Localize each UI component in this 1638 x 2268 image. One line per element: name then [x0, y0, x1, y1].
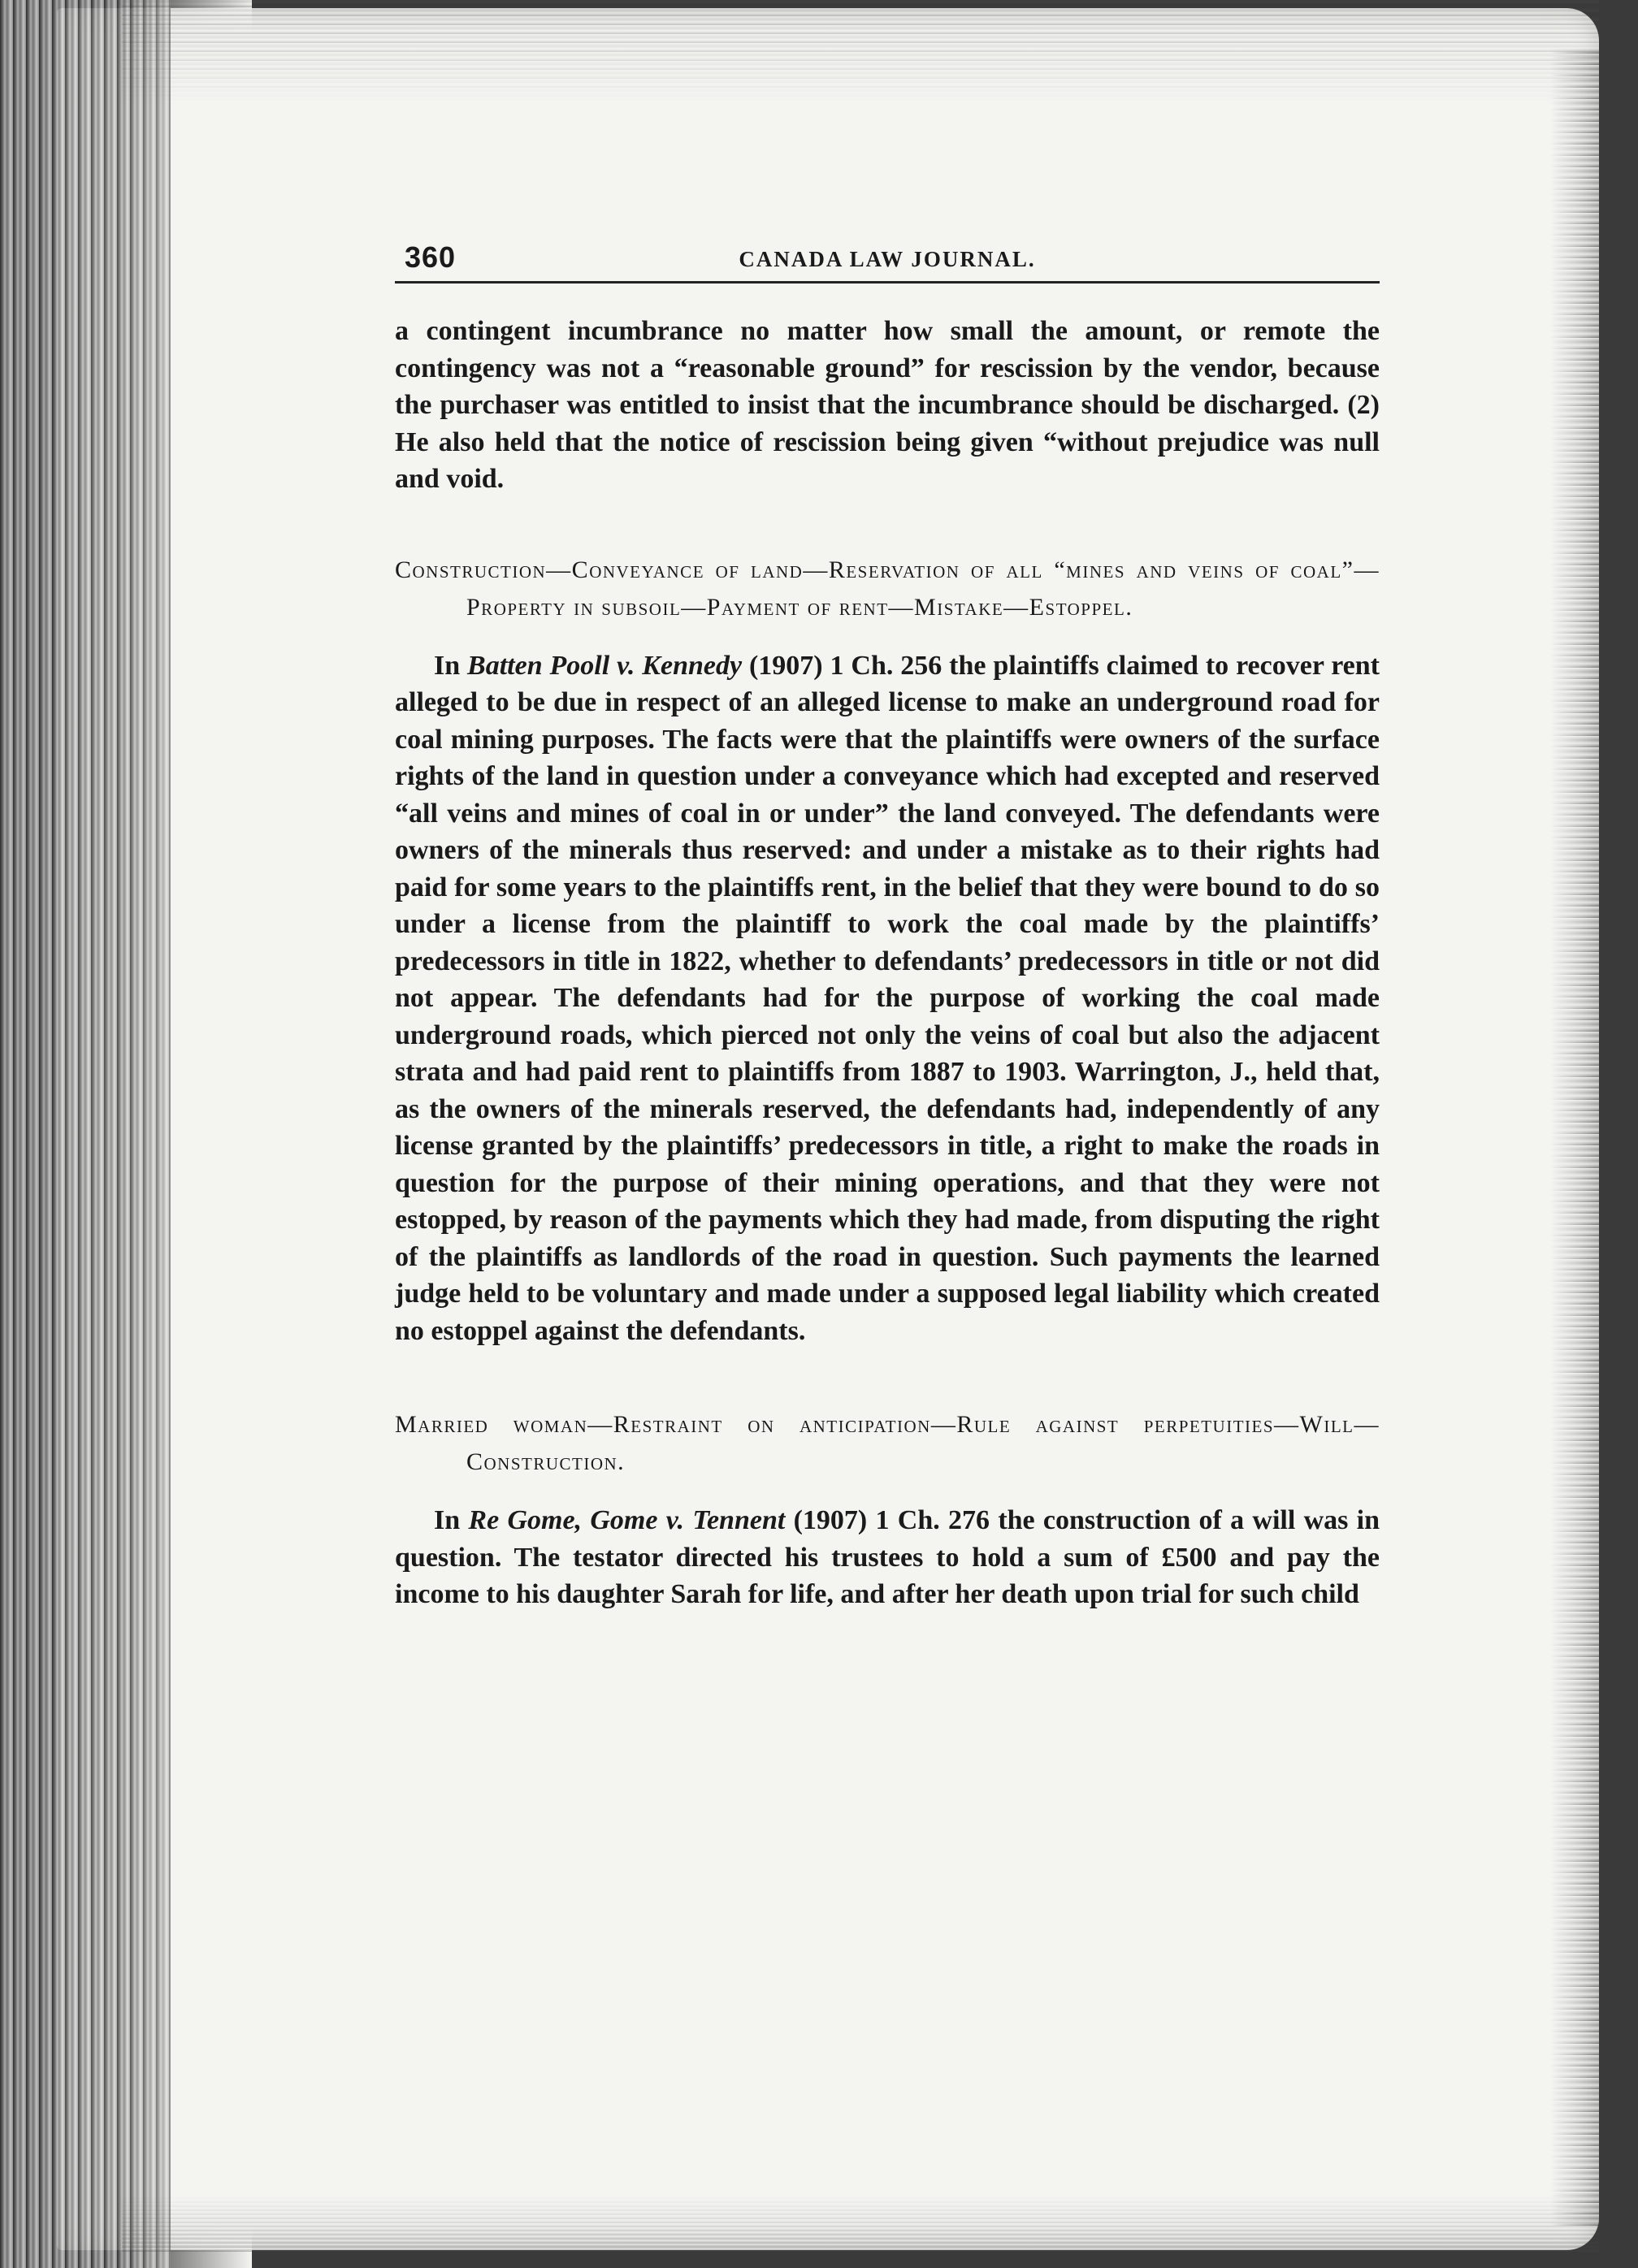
paragraph-continuation: a contingent incumbrance no matter how small the amount, or remote the contingency was not a “reasonable ground” for rescission by the vendor, because the purchaser was entitled to insist that the incumbrance should be discharged. (2) He also held that the notice of rescission being given “without prejudice was null and void.: [395, 316, 1380, 494]
case-name-batten-pooll: Batten Pooll v. Kennedy: [467, 650, 743, 681]
case-name-re-gome: Re Gome, Gome v. Tennent: [468, 1505, 786, 1535]
section-heading-construction: Construction—Conveyance of land—Reservation of all “mines and veins of coal”—Property in subsoil—Payment of rent—Mistake—Estoppel.: [395, 556, 1380, 621]
journal-title: CANADA LAW JOURNAL.: [739, 247, 1036, 271]
gutter-fade: [122, 0, 252, 2268]
paragraph-body: (1907) 1 Ch. 256 the plaintiffs claimed to recover rent alleged to be due in respect of an alleged license to make an underground road for coal mining purposes. The facts were that the plaintiffs were owners of the surface rights of the land in question under a conveyance which had excepted and reserved “all veins and mines of coal in or under” the land conveyed. The defendants were owners of the minerals thus reserved: and under a mistake as to their rights had paid for some years to the plaintiffs rent, in the belief that they were bound to do so under a license from the plaintiff to work the coal made by the plaintiffs’ predecessors in title in 1822, whether to defendants’ predecessors in title or not did not appear. The defendants had for the purpose of working the coal made underground roads, which pierced not only the veins of coal but also the adjacent strata and had paid rent to plaintiffs from 1887 to 1903. Warrington, J., held that, as the owners of the minerals reserved, the defendants had, independently of any license granted by the plaintiffs’ predecessors in title, a right to make the roads in question for the purpose of their mining operations, and that they were not estopped, by reason of the payments which they had made, from disputing the right of the plaintiffs as landlords of the road in question. Such payments the learned judge held to be voluntary and made under a supposed legal liability which created no estoppel against the defendants.: [395, 650, 1380, 1346]
paragraph-re-gome: [395, 1502, 1380, 1613]
page-content: [395, 236, 1380, 1613]
page-number: 360: [405, 240, 457, 274]
paragraph-lead: In: [434, 650, 461, 681]
bottom-scan-noise: [122, 2195, 1599, 2252]
paragraph-batten-pooll: [395, 647, 1380, 1350]
paragraph-body: (1907) 1 Ch. 276 the construction of a will was in question. The testator directed his trustees to hold a sum of £500 and pay the income to his daughter Sarah for life, and after her death upon trial for such child: [395, 1505, 1380, 1609]
section-heading-married-woman: Married woman—Restraint on anticipation—Rule against perpetuities—Will—Construction.: [395, 1411, 1380, 1475]
running-head: [395, 236, 1380, 284]
paragraph-lead: In: [434, 1505, 461, 1535]
right-page-edge: [1550, 49, 1599, 2226]
top-scan-noise: [122, 0, 1599, 106]
